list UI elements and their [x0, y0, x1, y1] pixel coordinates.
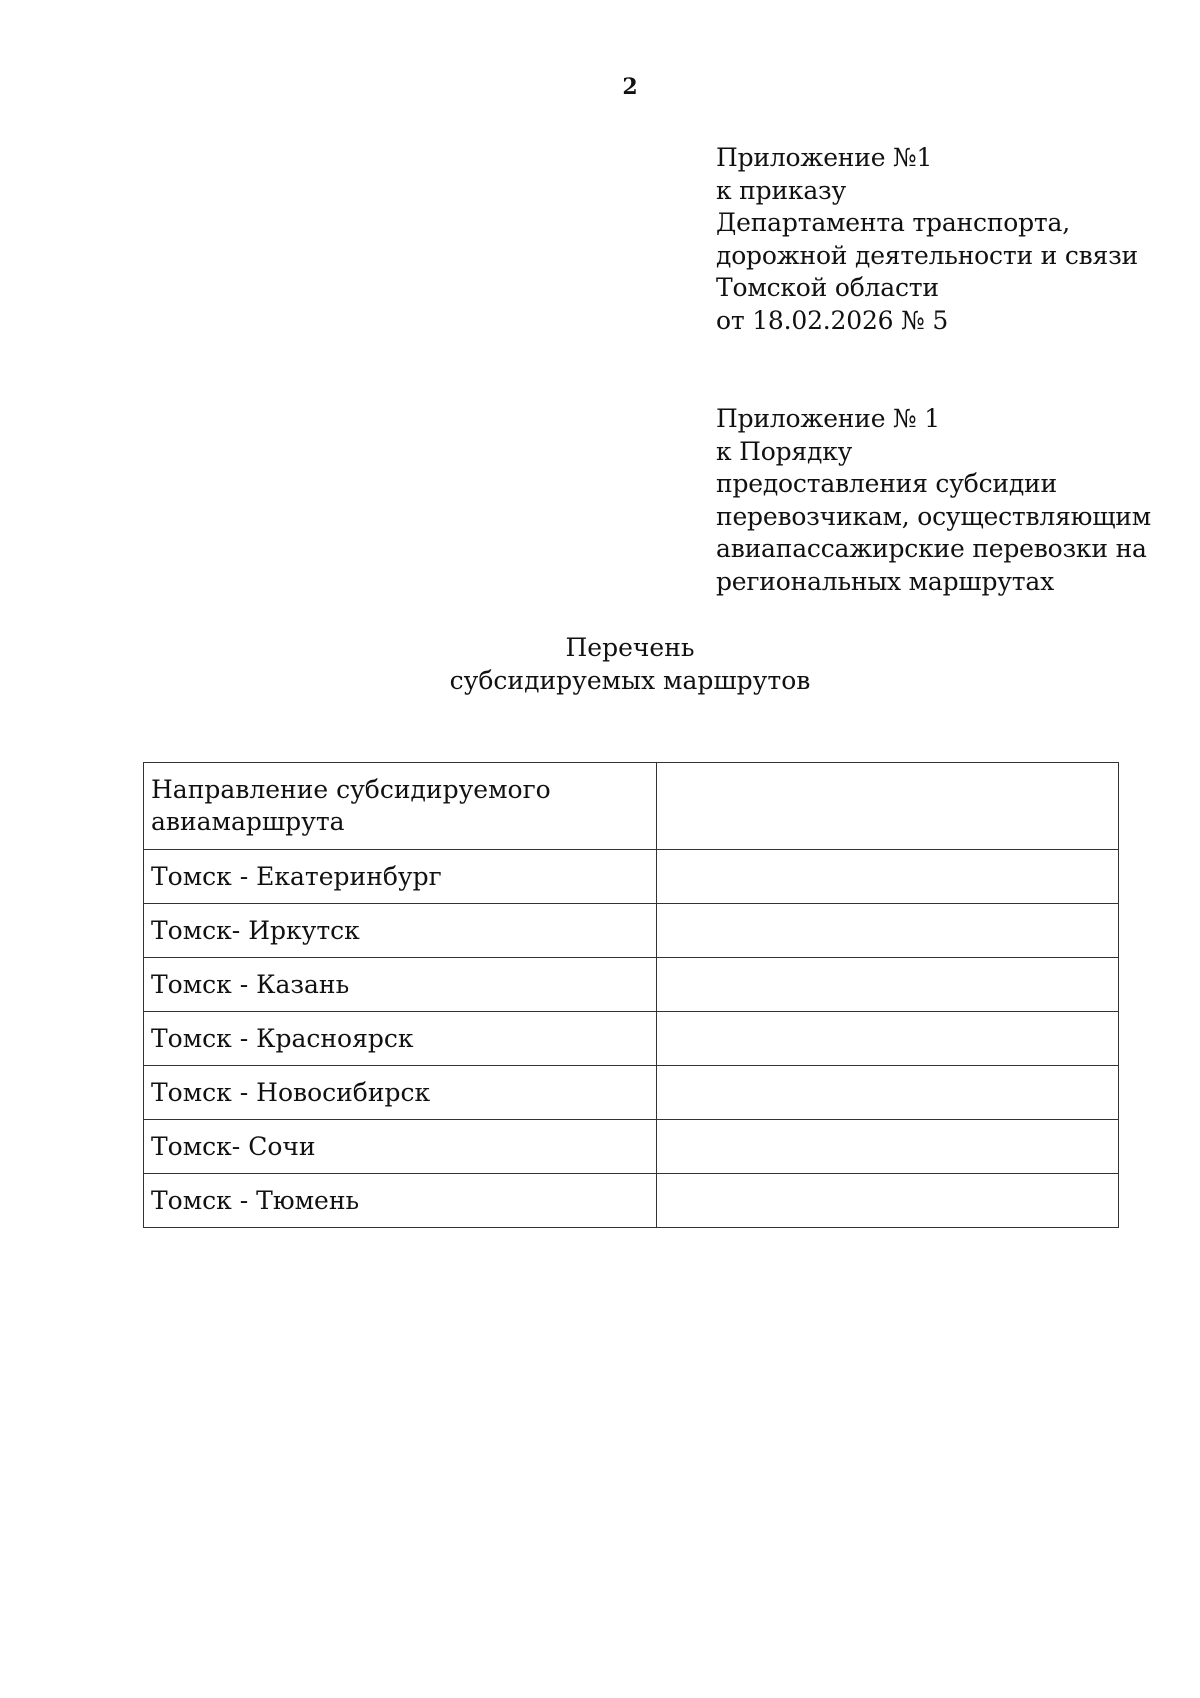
route-cell: Томск - Екатеринбург	[144, 850, 657, 904]
page-number: 2	[622, 74, 638, 100]
appendix-procedure-line: региональных маршрутах	[716, 566, 1055, 596]
routes-table	[143, 762, 1119, 1228]
value-cell	[657, 1066, 1119, 1120]
document-title-line: субсидируемых маршрутов	[449, 665, 811, 695]
table-row	[144, 958, 1119, 1012]
document-title	[0, 632, 1200, 697]
table-header-row	[144, 763, 1119, 850]
table-row	[144, 1120, 1119, 1174]
appendix-order-line: Томской области	[716, 273, 939, 302]
appendix-order-line: к приказу	[716, 175, 846, 205]
route-cell: Томск- Сочи	[144, 1120, 657, 1174]
route-cell: Томск - Казань	[144, 958, 657, 1012]
appendix-procedure-line: авиапассажирские перевозки на	[716, 534, 1147, 563]
value-cell	[657, 1012, 1119, 1066]
value-cell	[657, 1120, 1119, 1174]
appendix-order-block	[716, 142, 1186, 337]
route-cell: Томск - Тюмень	[144, 1174, 657, 1228]
route-cell: Томск - Новосибирск	[144, 1066, 657, 1120]
appendix-procedure-line: предоставления субсидии	[716, 469, 1057, 498]
appendix-procedure-line: Приложение № 1	[716, 404, 940, 433]
value-cell	[657, 904, 1119, 958]
header-cell-empty	[657, 763, 1119, 850]
appendix-procedure-line: к Порядку	[716, 436, 853, 466]
header-route-line: Направление субсидируемого	[151, 775, 551, 804]
table-row	[144, 1066, 1119, 1120]
header-cell-route	[144, 763, 657, 850]
route-cell: Томск - Красноярск	[144, 1012, 657, 1066]
table-row	[144, 850, 1119, 904]
value-cell	[657, 958, 1119, 1012]
appendix-order-line: Приложение №1	[716, 143, 933, 172]
table-row	[144, 904, 1119, 958]
document-title-line: Перечень	[565, 633, 695, 662]
header-route-line: авиамаршрута	[151, 807, 345, 836]
appendix-order-line: Департамента транспорта,	[716, 208, 1071, 237]
table-row	[144, 1174, 1119, 1228]
appendix-procedure-block	[716, 403, 1186, 598]
table-row	[144, 1012, 1119, 1066]
value-cell	[657, 850, 1119, 904]
value-cell	[657, 1174, 1119, 1228]
route-cell: Томск- Иркутск	[144, 904, 657, 958]
appendix-procedure-line: перевозчикам, осуществляющим	[716, 501, 1151, 531]
appendix-order-line: от 18.02.2026 № 5	[716, 305, 949, 335]
appendix-order-line: дорожной деятельности и связи	[716, 240, 1139, 270]
